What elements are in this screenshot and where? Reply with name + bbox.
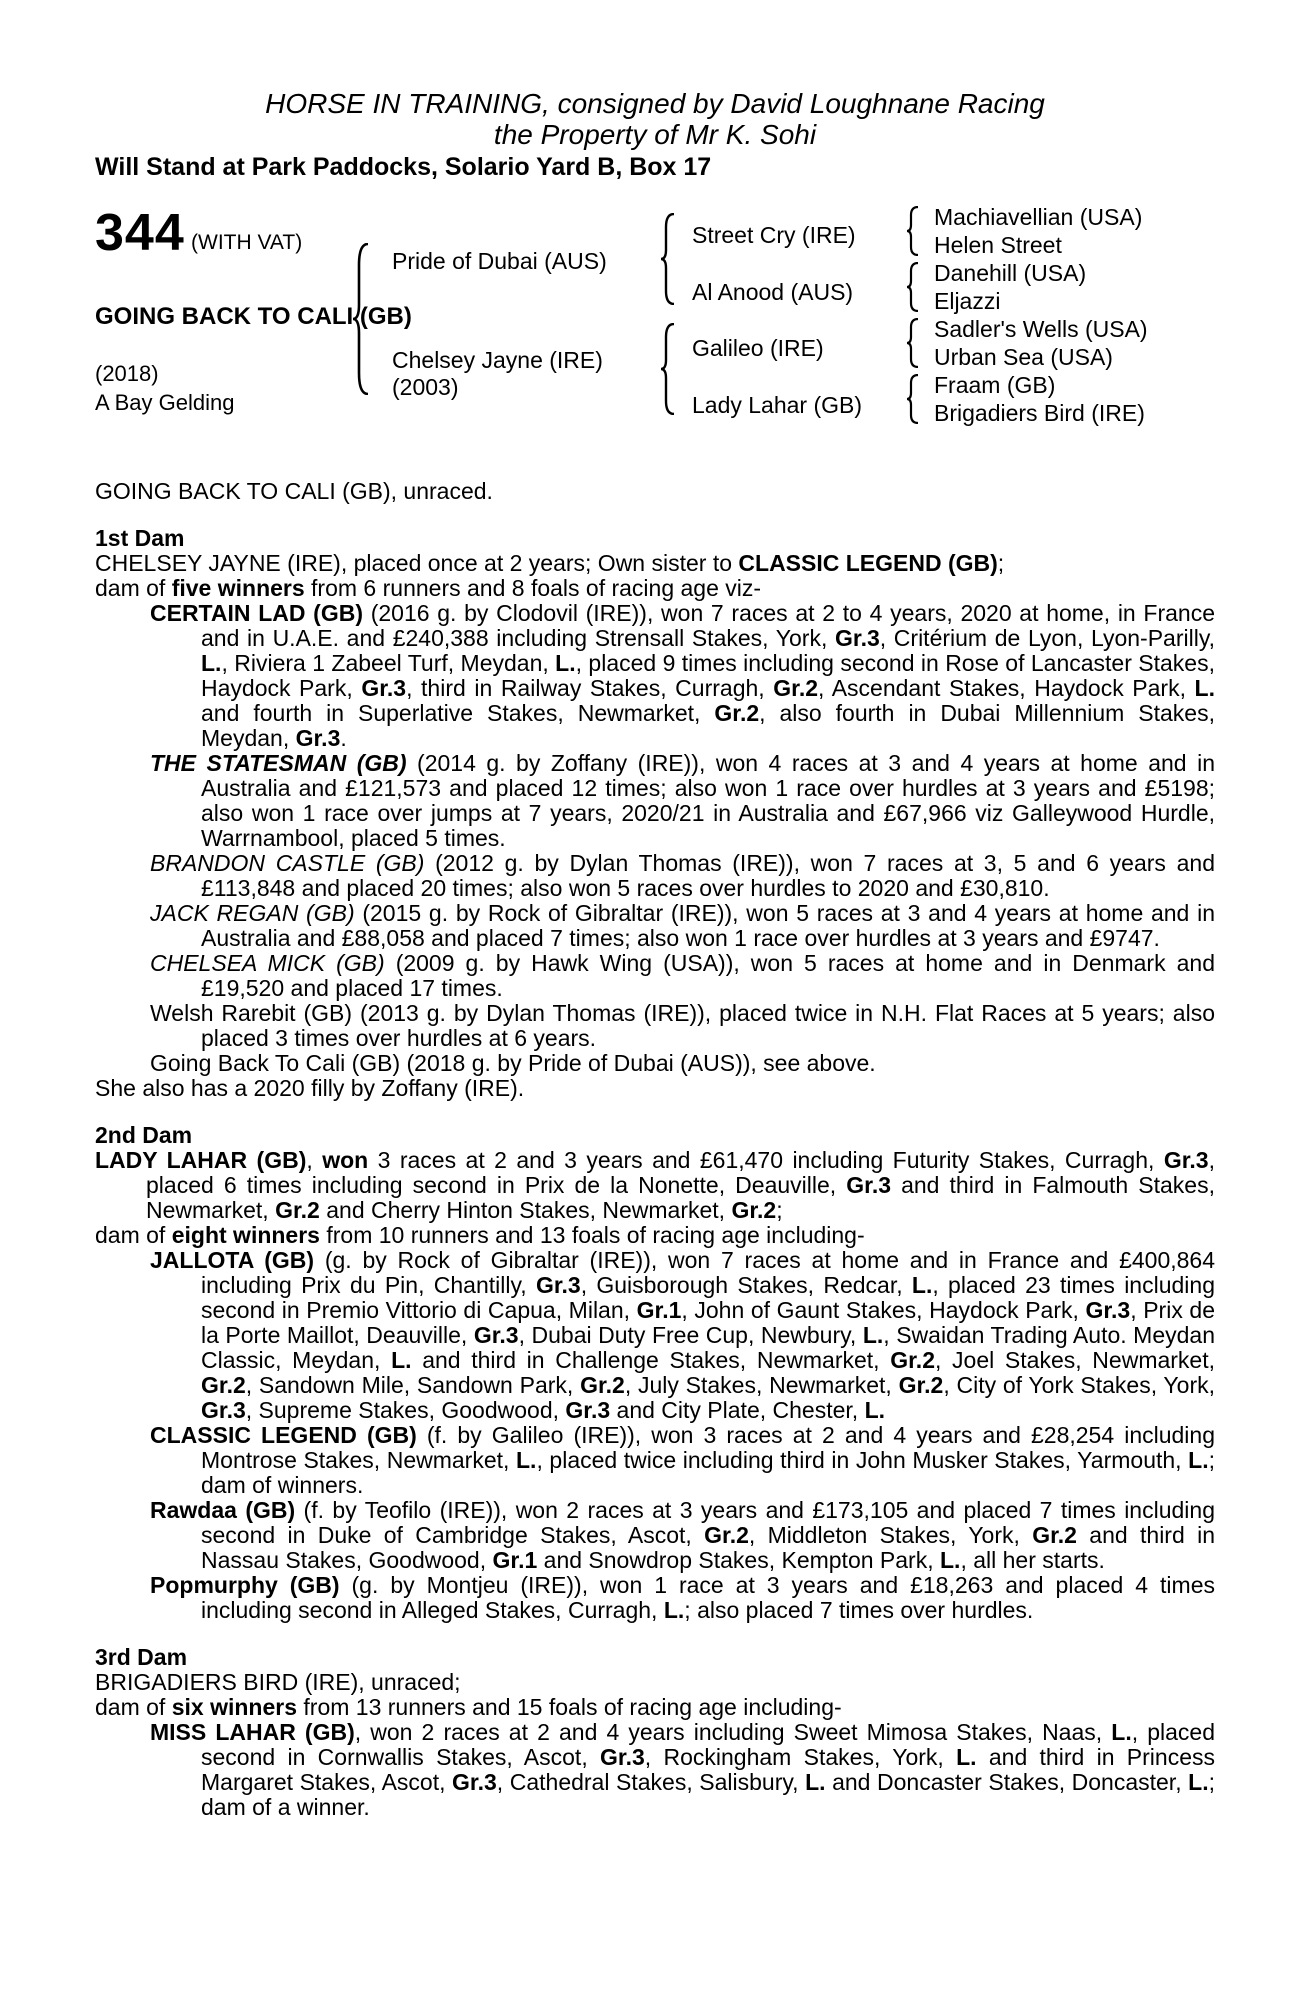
pedigree-table — [95, 199, 1215, 449]
pedigree-paragraph — [95, 1248, 1215, 1423]
text-segment: from 13 runners and 15 foals of racing age including- — [297, 1694, 842, 1720]
text-segment: L. — [864, 1397, 886, 1423]
text-segment: L. — [201, 650, 222, 676]
horse-description: A Bay Gelding — [95, 390, 235, 415]
text-segment: and third in Challenge Stakes, Newmarket, — [411, 1347, 891, 1373]
text-segment: , also fourth in Dubai Millennium Stakes, Meydan, — [201, 700, 1215, 751]
text-segment: , John of Gaunt Stakes, Haydock Park, — [681, 1297, 1086, 1323]
text-segment: LADY LAHAR (GB) — [95, 1147, 307, 1173]
section-heading — [95, 1645, 1215, 1670]
text-segment: (2016 g. by Clodovil (IRE)), won 7 races at 2 to 4 years, 2020 at home, in France and in U.A.E. and £240,388 including Strensall Stakes, York, — [201, 600, 1216, 651]
sire-name: Pride of Dubai (AUS) — [392, 248, 607, 274]
pedigree-paragraph — [95, 1573, 1215, 1623]
brace-icon — [352, 243, 370, 395]
text-segment: Gr.2 — [890, 1347, 935, 1373]
text-segment: ; also placed 7 times over hurdles. — [684, 1597, 1034, 1623]
pedigree-paragraph — [95, 576, 1215, 601]
text-segment: CLASSIC LEGEND (GB) — [150, 1422, 417, 1448]
text-segment: dam of — [95, 1694, 172, 1720]
great-grandparent-name: Urban Sea (USA) — [934, 344, 1113, 370]
text-segment: , Middleton Stakes, York, — [748, 1522, 1033, 1548]
brace-icon — [906, 206, 920, 256]
pedigree-paragraph — [95, 1148, 1215, 1223]
text-segment: ; — [776, 1197, 783, 1223]
text-segment: GOING BACK TO CALI (GB), unraced. — [95, 478, 493, 504]
great-grandparent-name: Sadler's Wells (USA) — [934, 316, 1148, 342]
text-segment: , Rockingham Stakes, York, — [644, 1744, 957, 1770]
pedigree-paragraph — [95, 1695, 1215, 1720]
lot-vat-note: (WITH VAT) — [191, 231, 303, 254]
text-segment: Gr.3 — [600, 1744, 645, 1770]
great-grandparent-name: Danehill (USA) — [934, 260, 1087, 286]
text-segment: , Dubai Duty Free Cup, Newbury, — [518, 1322, 863, 1348]
text-segment: 3rd Dam — [95, 1644, 188, 1670]
text-segment: and third in Nassau Stakes, Goodwood, — [201, 1522, 1215, 1573]
text-segment: Gr.3 — [295, 725, 341, 751]
text-segment: , Joel Stakes, Newmarket, — [935, 1347, 1215, 1373]
text-segment: 1st Dam — [95, 525, 185, 551]
text-segment: Going Back To Cali (GB) (2018 g. by Pride of Dubai (AUS)), see above. — [150, 1050, 876, 1076]
text-segment: and third in Princess Margaret Stakes, Ascot, — [201, 1744, 1215, 1795]
great-grandparent-pair — [934, 315, 1148, 371]
text-segment: , City of York Stakes, York, — [943, 1372, 1216, 1398]
text-segment: Gr.3 — [1085, 1297, 1131, 1323]
text-segment: 3 races at 2 and 3 years and £61,470 including Futurity Stakes, Curragh, — [368, 1147, 1164, 1173]
text-segment: Gr.2 — [773, 675, 819, 701]
text-segment: and Snowdrop Stakes, Kempton Park, — [537, 1547, 940, 1573]
text-segment: from 6 runners and 8 foals of racing age viz- — [304, 575, 762, 601]
text-segment: Gr.3 — [201, 1397, 246, 1423]
text-segment: , placed second in Cornwallis Stakes, Ascot, — [201, 1719, 1215, 1770]
text-segment: Gr.2 — [714, 700, 760, 726]
brace-icon — [660, 213, 676, 305]
text-segment: She also has a 2020 filly by Zoffany (IRE). — [95, 1075, 525, 1101]
consignor-title: HORSE IN TRAINING, consigned by David Loughnane Racing — [265, 88, 1045, 119]
text-segment: dam of — [95, 1222, 172, 1248]
great-grandparent-pair — [934, 259, 1086, 315]
text-segment: Gr.3 — [452, 1769, 497, 1795]
dam-name: Chelsey Jayne (IRE) — [392, 347, 603, 373]
text-segment: Gr.3 — [473, 1322, 519, 1348]
text-segment: Gr.2 — [275, 1197, 320, 1223]
text-segment: (2009 g. by Hawk Wing (USA)), won 5 races at home and in Denmark and £19,520 and placed 17 times. — [201, 950, 1215, 1001]
text-segment: six winners — [171, 1694, 297, 1720]
text-segment: Popmurphy (GB) — [150, 1572, 340, 1598]
brace-icon — [906, 262, 920, 312]
text-segment: , placed twice including third in John Musker Stakes, Yarmouth, — [536, 1447, 1189, 1473]
text-segment: , July Stakes, Newmarket, — [624, 1372, 899, 1398]
text-segment: L. — [862, 1322, 884, 1348]
pedigree-paragraph — [95, 1498, 1215, 1573]
text-segment: MISS LAHAR (GB) — [150, 1719, 355, 1745]
section-heading — [95, 1123, 1215, 1148]
pedigree-paragraph — [95, 1423, 1215, 1498]
text-segment: , won 2 races at 2 and 4 years including Sweet Mimosa Stakes, Naas, — [354, 1719, 1112, 1745]
lot-number: 344 — [95, 204, 185, 262]
text-segment: . — [340, 725, 347, 751]
text-segment: L. — [1194, 675, 1215, 701]
text-segment: L. — [1188, 1769, 1209, 1795]
text-segment: BRIGADIERS BIRD (IRE), unraced; — [95, 1669, 461, 1695]
pedigree-paragraph — [95, 601, 1215, 751]
text-segment: L. — [555, 650, 576, 676]
text-segment: , Swaidan Trading Auto. Meydan Classic, Meydan, — [201, 1322, 1215, 1373]
text-segment: , Prix de la Porte Maillot, Deauville, — [201, 1297, 1215, 1348]
text-segment: L. — [1111, 1719, 1132, 1745]
text-segment: and third in Falmouth Stakes, Newmarket, — [146, 1172, 1215, 1223]
text-segment: , Riviera 1 Zabeel Turf, Meydan, — [221, 650, 556, 676]
text-segment: Gr.2 — [1032, 1522, 1077, 1548]
text-segment: (f. by Galileo (IRE)), won 3 races at 2 and 4 years and £28,254 including Montrose Stakes, Newmarket, — [201, 1422, 1215, 1473]
grandsire-name: Galileo (IRE) — [692, 335, 824, 361]
brace-icon — [660, 323, 676, 415]
pedigree-text-body — [95, 479, 1215, 1820]
pedigree-paragraph — [95, 1051, 1215, 1076]
text-segment: Gr.1 — [492, 1547, 538, 1573]
text-segment: (g. by Rock of Gibraltar (IRE)), won 7 races at home and in France and £400,864 including Prix du Pin, Chantilly, — [201, 1247, 1215, 1298]
text-segment: ; dam of a winner. — [201, 1769, 1215, 1820]
great-grandparent-pair — [934, 203, 1142, 259]
text-segment: dam of — [95, 575, 172, 601]
text-segment: and Doncaster Stakes, Doncaster, — [825, 1769, 1189, 1795]
text-segment: (f. by Teofilo (IRE)), won 2 races at 3 years and £173,105 and placed 7 times including second in Duke of Cambridge Stakes, Ascot, — [201, 1497, 1215, 1548]
text-segment: Gr.2 — [898, 1372, 944, 1398]
text-segment: 2nd Dam — [95, 1122, 193, 1148]
text-segment: CHELSEY JAYNE (IRE), placed once at 2 years; Own sister to — [95, 550, 739, 576]
text-segment: , placed 23 times including second in Premio Vittorio di Capua, Milan, — [201, 1272, 1215, 1323]
text-segment: , placed 9 times including second in Rose of Lancaster Stakes, Haydock Park, — [201, 650, 1215, 701]
great-grandparent-name: Machiavellian (USA) — [934, 204, 1143, 230]
text-segment: CERTAIN LAD (GB) — [150, 600, 364, 626]
horse-year: (2018) — [95, 361, 159, 386]
text-segment: L. — [956, 1744, 977, 1770]
text-segment: , Critérium de Lyon, Lyon-Parilly, — [879, 625, 1215, 651]
grandsire-name: Street Cry (IRE) — [692, 222, 856, 248]
great-grandparent-name: Brigadiers Bird (IRE) — [934, 400, 1145, 426]
brace-icon — [906, 318, 920, 368]
text-segment: , placed 6 times including second in Prix de la Nonette, Deauville, — [146, 1147, 1215, 1198]
text-segment: , Cathedral Stakes, Salisbury, — [496, 1769, 806, 1795]
text-segment: (2012 g. by Dylan Thomas (IRE)), won 7 races at 3, 5 and 6 years and £113,848 and placed 20 times; also won 5 races over hurdles to 2020 and £30,810. — [201, 850, 1215, 901]
text-segment: BRANDON CASTLE (GB) — [150, 850, 425, 876]
pedigree-paragraph — [95, 1720, 1215, 1820]
pedigree-paragraph — [95, 1001, 1215, 1051]
text-segment: Gr.3 — [535, 1272, 581, 1298]
text-segment: ; — [997, 550, 1005, 576]
text-segment: Gr.2 — [580, 1372, 625, 1398]
text-segment: L. — [391, 1347, 412, 1373]
text-segment: , Supreme Stakes, Goodwood, — [245, 1397, 566, 1423]
text-segment: , Ascendant Stakes, Haydock Park, — [818, 675, 1195, 701]
great-grandparent-name: Eljazzi — [934, 288, 1001, 314]
text-segment: Welsh Rarebit (GB) (2013 g. by Dylan Thomas (IRE)), placed twice in N.H. Flat Races at 5 years; also placed 3 times over hurdles at 6 years. — [150, 1000, 1215, 1051]
text-segment: CLASSIC LEGEND (GB) — [738, 550, 998, 576]
pedigree-paragraph — [95, 901, 1215, 951]
text-segment: , Sandown Mile, Sandown Park, — [245, 1372, 581, 1398]
text-segment: Gr.3 — [1163, 1147, 1209, 1173]
text-segment: Gr.3 — [835, 625, 880, 651]
text-segment: five winners — [171, 575, 305, 601]
section-heading — [95, 526, 1215, 551]
text-segment: Gr.3 — [846, 1172, 892, 1198]
stand-location-line: Will Stand at Park Paddocks, Solario Yard B, Box 17 — [95, 153, 712, 181]
text-segment: from 10 runners and 13 foals of racing age including- — [319, 1222, 865, 1248]
text-segment: (2014 g. by Zoffany (IRE)), won 4 races at 3 and 4 years at home and in Australia and £121,573 and placed 12 times; also won 1 race over hurdles at 3 years and £5198; also won 1 race over jumps at 7 years, 2020/21 in Australia and £67,966 viz Galleywood Hurdle, Warrnambool, placed 5 times. — [201, 750, 1216, 851]
text-segment: L. — [911, 1272, 933, 1298]
text-segment: , — [306, 1147, 323, 1173]
granddam-name: Al Anood (AUS) — [692, 279, 854, 305]
text-segment: Gr.3 — [361, 675, 407, 701]
pedigree-paragraph — [95, 1223, 1215, 1248]
text-segment: Gr.2 — [731, 1197, 777, 1223]
great-grandparent-name: Helen Street — [934, 232, 1062, 258]
great-grandparent-pair — [934, 371, 1145, 427]
text-segment: and City Plate, Chester, — [610, 1397, 865, 1423]
text-segment: , third in Railway Stakes, Curragh, — [406, 675, 774, 701]
text-segment: and Cherry Hinton Stakes, Newmarket, — [319, 1197, 732, 1223]
pedigree-paragraph — [95, 951, 1215, 1001]
pedigree-paragraph — [95, 751, 1215, 851]
text-segment: Gr.2 — [201, 1372, 246, 1398]
pedigree-paragraph — [95, 479, 1215, 504]
text-segment: L. — [1188, 1447, 1209, 1473]
text-segment: Gr.1 — [636, 1297, 682, 1323]
pedigree-paragraph — [95, 851, 1215, 901]
text-segment: THE STATESMAN (GB) — [150, 750, 407, 776]
text-segment: L. — [805, 1769, 826, 1795]
text-segment: Rawdaa (GB) — [150, 1497, 296, 1523]
text-segment: Gr.3 — [565, 1397, 611, 1423]
text-segment: eight winners — [171, 1222, 320, 1248]
text-segment: and fourth in Superlative Stakes, Newmarket, — [201, 700, 715, 726]
property-line: the Property of Mr K. Sohi — [493, 119, 817, 150]
text-segment: CHELSEA MICK (GB) — [150, 950, 385, 976]
text-segment: won — [322, 1147, 369, 1173]
great-grandparent-name: Fraam (GB) — [934, 372, 1056, 398]
brace-icon — [906, 374, 920, 424]
text-segment: JALLOTA (GB) — [150, 1247, 315, 1273]
text-segment: L. — [663, 1597, 685, 1623]
granddam-name: Lady Lahar (GB) — [692, 392, 863, 418]
text-segment: JACK REGAN (GB) — [150, 900, 355, 926]
text-segment: , all her starts. — [960, 1547, 1105, 1573]
pedigree-paragraph — [95, 551, 1215, 576]
text-segment: L. — [516, 1447, 537, 1473]
pedigree-paragraph — [95, 1076, 1215, 1101]
text-segment: (2015 g. by Rock of Gibraltar (IRE)), won 5 races at 3 and 4 years at home and in Australia and £88,058 and placed 7 times; also won 1 race over hurdles at 3 years and £9747. — [201, 900, 1215, 951]
horse-name: GOING BACK TO CALI (GB) — [95, 303, 412, 330]
text-segment: , Guisborough Stakes, Redcar, — [580, 1272, 912, 1298]
text-segment: (g. by Montjeu (IRE)), won 1 race at 3 years and £18,263 and placed 4 times including second in Alleged Stakes, Curragh, — [201, 1572, 1215, 1623]
text-segment: ; dam of winners. — [201, 1447, 1215, 1498]
pedigree-paragraph — [95, 1670, 1215, 1695]
text-segment: L. — [940, 1547, 961, 1573]
dam-year: (2003) — [392, 374, 459, 400]
text-segment: Gr.2 — [704, 1522, 749, 1548]
